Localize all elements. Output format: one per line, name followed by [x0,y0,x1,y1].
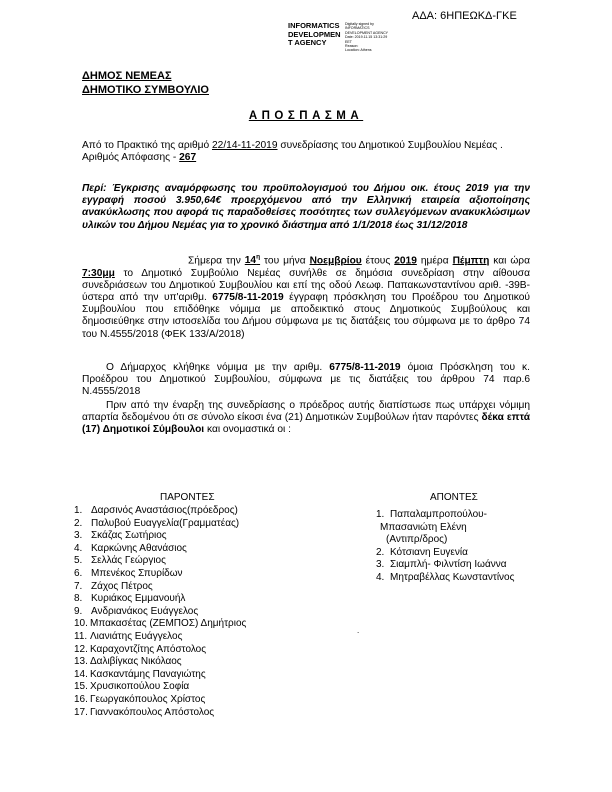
member-name: Γεωργακόπουλος Χρίστος [90,693,206,705]
meeting-text: έγγραφη πρόσκληση του Προέδρου του Δημοτικού Συμβουλίου που επιδόθηκε νόμιμα με αποδεικτικό στους Δημοτικούς Συμβούλους και δημοσιεύθηκε στην ιστοσελίδα του Δήμου σύμφωνα με τις διατάξεις του σύμφωνα με το άρθρο 74 του Ν.4555/2018 (ΦΕΚ 133/Α/2018) [82,292,530,340]
member-number: 9. [74,605,83,617]
logo-line: INFORMATICS [288,21,340,30]
meeting-text: Σήμερα την [188,255,245,267]
member-name: Ανδριανάκος Ευάγγελος [91,605,199,617]
day-number: 14 [244,255,257,267]
member-number: 11. [74,630,88,642]
member-number: 1. [376,509,385,520]
member-number: 15. [74,681,88,693]
member-number: 1. [74,505,83,516]
member-number: 8. [74,593,83,605]
present-heading: ΠΑΡΟΝΤΕΣ [160,492,215,503]
member-name: Παλυβού Ευαγγελία(Γραμματέας) [91,517,240,529]
signature-details [345,22,405,53]
present-member [74,707,246,720]
member-name: Παπαλαμπροπούλου- [390,509,487,520]
intro-text: Από το Πρακτικό της αριθμό [82,140,212,151]
meeting-paragraph [82,252,530,341]
logo-line: DEVELOPMEN [288,29,341,39]
member-number: 2. [376,546,385,558]
present-member [74,694,246,707]
member-number: 6. [74,567,83,579]
member-number: 14. [74,668,88,680]
member-number: 3. [74,530,83,542]
member-name: Γιαννακόπουλος Απόστολος [90,706,215,718]
quorum-text: και ονομαστικά οι : [204,424,291,436]
signature-line: Reason: [345,44,359,49]
meeting-day [245,255,260,266]
quorum-paragraph [82,400,530,437]
present-member [74,656,246,669]
absent-member-continuation: Μπασανιώτη Ελένη [380,521,467,533]
logo-line: T AGENCY [288,38,327,48]
member-number: 2. [74,517,83,529]
mayor-text: Ο Δήμαρχος κλήθηκε νόμιμα με την αριθμ. [106,362,330,373]
signature-line: Location: Athens [345,48,372,53]
decision-number: 267 [179,152,197,164]
signature-line: INFORMATICS [345,26,370,31]
present-member [74,555,246,568]
member-number: 17. [74,706,88,718]
ada-code: ΑΔΑ: 6ΗΠΕΩΚΔ-ΓΚΕ [412,10,517,22]
member-number: 16. [74,693,88,705]
signature-line: Digitally signed by [345,22,374,26]
member-name: Χρυσικοπούλου Σοφία [90,681,190,693]
minutes-number: 22/14-11-2019 [212,140,278,151]
absent-member [376,547,514,560]
present-member [74,681,246,694]
present-member [74,593,246,606]
mayor-invitation-number: 6775/8-11-2019 [329,362,401,373]
member-name: Μπενέκος Σπυρίδων [91,567,183,579]
member-number: 13. [74,656,88,668]
municipality-name: ΔΗΜΟΣ ΝΕΜΕΑΣ [82,70,172,82]
decision-label: Αριθμός Απόφασης - [82,152,180,164]
member-number: 10. [74,618,88,630]
member-name: Μητραβέλλας Κωνσταντίνος [390,571,515,583]
present-member [74,530,246,543]
meeting-time: 7:30μμ [82,267,115,279]
absent-list [376,509,514,585]
member-name: Δαρσινός Αναστάσιος(πρόεδρος) [91,505,238,516]
meeting-text: ημέρα [416,255,453,267]
meeting-text: του μήνα [260,255,310,267]
meeting-month: Νοεμβρίου [309,255,362,267]
document-title: ΑΠΟΣΠΑΣΜΑ [248,110,364,122]
absent-member [376,559,514,572]
quorum-text: Πριν από την έναρξη της συνεδρίασης ο πρόεδρος αυτής διαπίστωσε πως υπάρχει νόμιμη απαρτία δεδομένου ότι σε σύνολο είκοσι ένα (21) Δημοτικών Συμβούλων ήταν παρόντες [82,400,530,424]
member-name: Λιανιάτης Ευάγγελος [90,630,183,642]
present-member [74,669,246,682]
meeting-text: έτους [361,255,395,267]
mayor-text: όμοια Πρόσκληση του κ. Προέδρου του Δημοτικού Συμβουλίου, σύμφωνα με τις διατάξεις του άρθρου 74 παρ.6 Ν.4555/2018 [82,362,530,398]
present-member [74,581,246,594]
signature-line: DEVELOPMENT AGENCY [345,30,389,35]
present-member [74,644,246,657]
council-name: ΔΗΜΟΤΙΚΟ ΣΥΜΒΟΥΛΙΟ [82,84,209,96]
member-name: Καραχοντζίτης Απόστολος [90,643,207,655]
meeting-year: 2019 [394,255,417,267]
day-suffix: η [256,254,261,261]
meeting-weekday: Πέμπτη [452,255,490,267]
member-name: Σιαμπλή- Φιλντίση Ιωάννα [390,559,507,571]
present-member [74,631,246,644]
present-list [74,505,246,719]
member-name: Κυριάκος Εμμανουήλ [91,593,186,605]
absent-member [376,509,514,522]
member-number: 3. [376,559,385,571]
stray-dot: . [357,626,360,635]
member-name: Κότσιανη Ευγενία [390,546,468,558]
absent-member-continuation: (Αντιπρ/δρος) [386,534,448,546]
present-member [74,543,246,556]
absent-heading: ΑΠΟΝΤΕΣ [430,492,478,503]
member-name: Δαλιβίγκας Νικόλαος [90,656,182,668]
member-number: 5. [74,555,83,567]
present-member [74,505,246,518]
member-number: 12. [74,643,88,655]
present-member [74,606,246,619]
member-name: Καρκώνης Αθανάσιος [91,542,187,554]
member-number: 4. [74,542,83,554]
intro-paragraph [82,140,530,164]
present-count: δέκα επτά (17) Δημοτικοί Σύμβουλοι [82,412,530,436]
member-name: Κασκαντάμης Παναγιώτης [90,668,206,680]
present-member [74,518,246,531]
signature-line: EET [345,39,352,44]
member-name: Μπακασέτας (ΖΕΜΠΟΣ) Δημήτριος [90,618,247,630]
member-name: Σκάζας Σωτήριος [91,530,167,542]
invitation-number: 6775/8-11-2019 [212,292,284,303]
present-member [74,618,246,631]
member-name: Ζάχος Πέτρος [91,580,153,592]
member-number: 4. [376,571,385,583]
intro-text: συνεδρίασης του Δημοτικού Συμβουλίου Νεμέας . [277,140,503,151]
member-name: Σελλάς Γεώργιος [91,555,166,567]
signature-line: Date: 2019.11.15 13:31:29 [345,35,388,40]
absent-member [376,572,514,585]
present-member [74,568,246,581]
meeting-text: και ώρα [489,255,530,267]
meeting-text: το Δημοτικό Συμβούλιο Νεμέας συνήλθε σε δημόσια συνεδρίαση στην αίθουσα συνεδριάσεων του Δημοτικού Συμβουλίου και επί της οδού Λεωφ. Παπακωνσταντίνου αριθ. -39Β- ύστερα από την υπ'αριθμ. [82,267,530,303]
mayor-paragraph [82,362,530,399]
subject-paragraph: Περί: Έγκρισης αναμόρφωσης του προϋπολογισμού του Δήμου οικ. έτους 2019 για την εγγραφή ποσού 3.950,64€ προερχόμενου από την Ελληνική εταιρεία αξιοποίησης ανακύκλωσης που αφορά τις παραδοθείσες ποσότητες των συλλεγόμενων ανακυκλώσιμων υλικών του Δήμου Νεμέας για το χρονικό διάστημα από 1/1/2018 έως 31/12/2018 [82,183,530,231]
member-number: 7. [74,580,83,592]
